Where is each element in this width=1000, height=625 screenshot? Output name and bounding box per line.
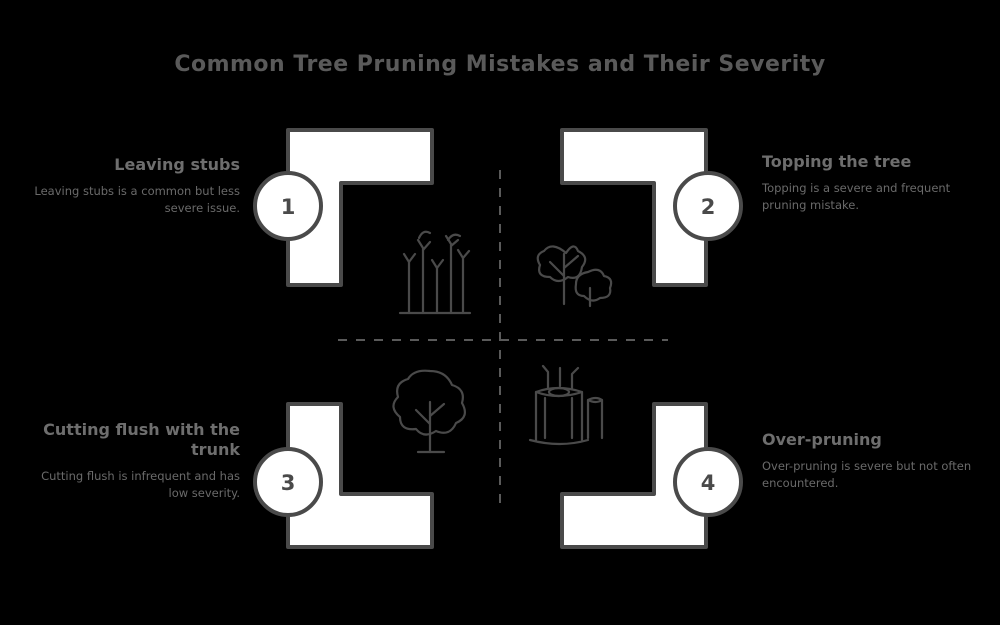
badge-1[interactable] <box>255 173 321 239</box>
label-block-4 <box>762 430 982 493</box>
label-body-2: Topping is a severe and frequent pruning mistake. <box>762 181 951 213</box>
badge-2[interactable] <box>675 173 741 239</box>
badge-3[interactable] <box>255 449 321 515</box>
full-tree-icon <box>393 371 464 452</box>
badge-3-number: 3 <box>280 471 296 495</box>
badge-1-number: 1 <box>280 195 296 219</box>
label-heading-3: Cutting flush with the trunk <box>43 420 240 459</box>
label-heading-4: Over-pruning <box>762 430 882 449</box>
badge-2-number: 2 <box>700 195 716 219</box>
divider-lines <box>338 170 668 510</box>
label-block-2 <box>762 152 982 215</box>
cut-stump-icon <box>530 366 602 444</box>
stubs-icon <box>400 232 470 313</box>
label-body-1: Leaving stubs is a common but less severe issue. <box>34 184 240 216</box>
badge-4-number: 4 <box>700 471 716 495</box>
page-title: Common Tree Pruning Mistakes and Their Severity <box>174 52 826 77</box>
label-body-3: Cutting flush is infrequent and has low severity. <box>41 469 240 501</box>
label-heading-2: Topping the tree <box>762 152 912 171</box>
label-block-3 <box>20 420 240 503</box>
label-heading-1: Leaving stubs <box>114 155 240 174</box>
topped-tree-icon <box>538 246 611 306</box>
label-body-4: Over-pruning is severe but not often encountered. <box>762 459 972 491</box>
label-block-1 <box>20 155 240 218</box>
badge-4[interactable] <box>675 449 741 515</box>
